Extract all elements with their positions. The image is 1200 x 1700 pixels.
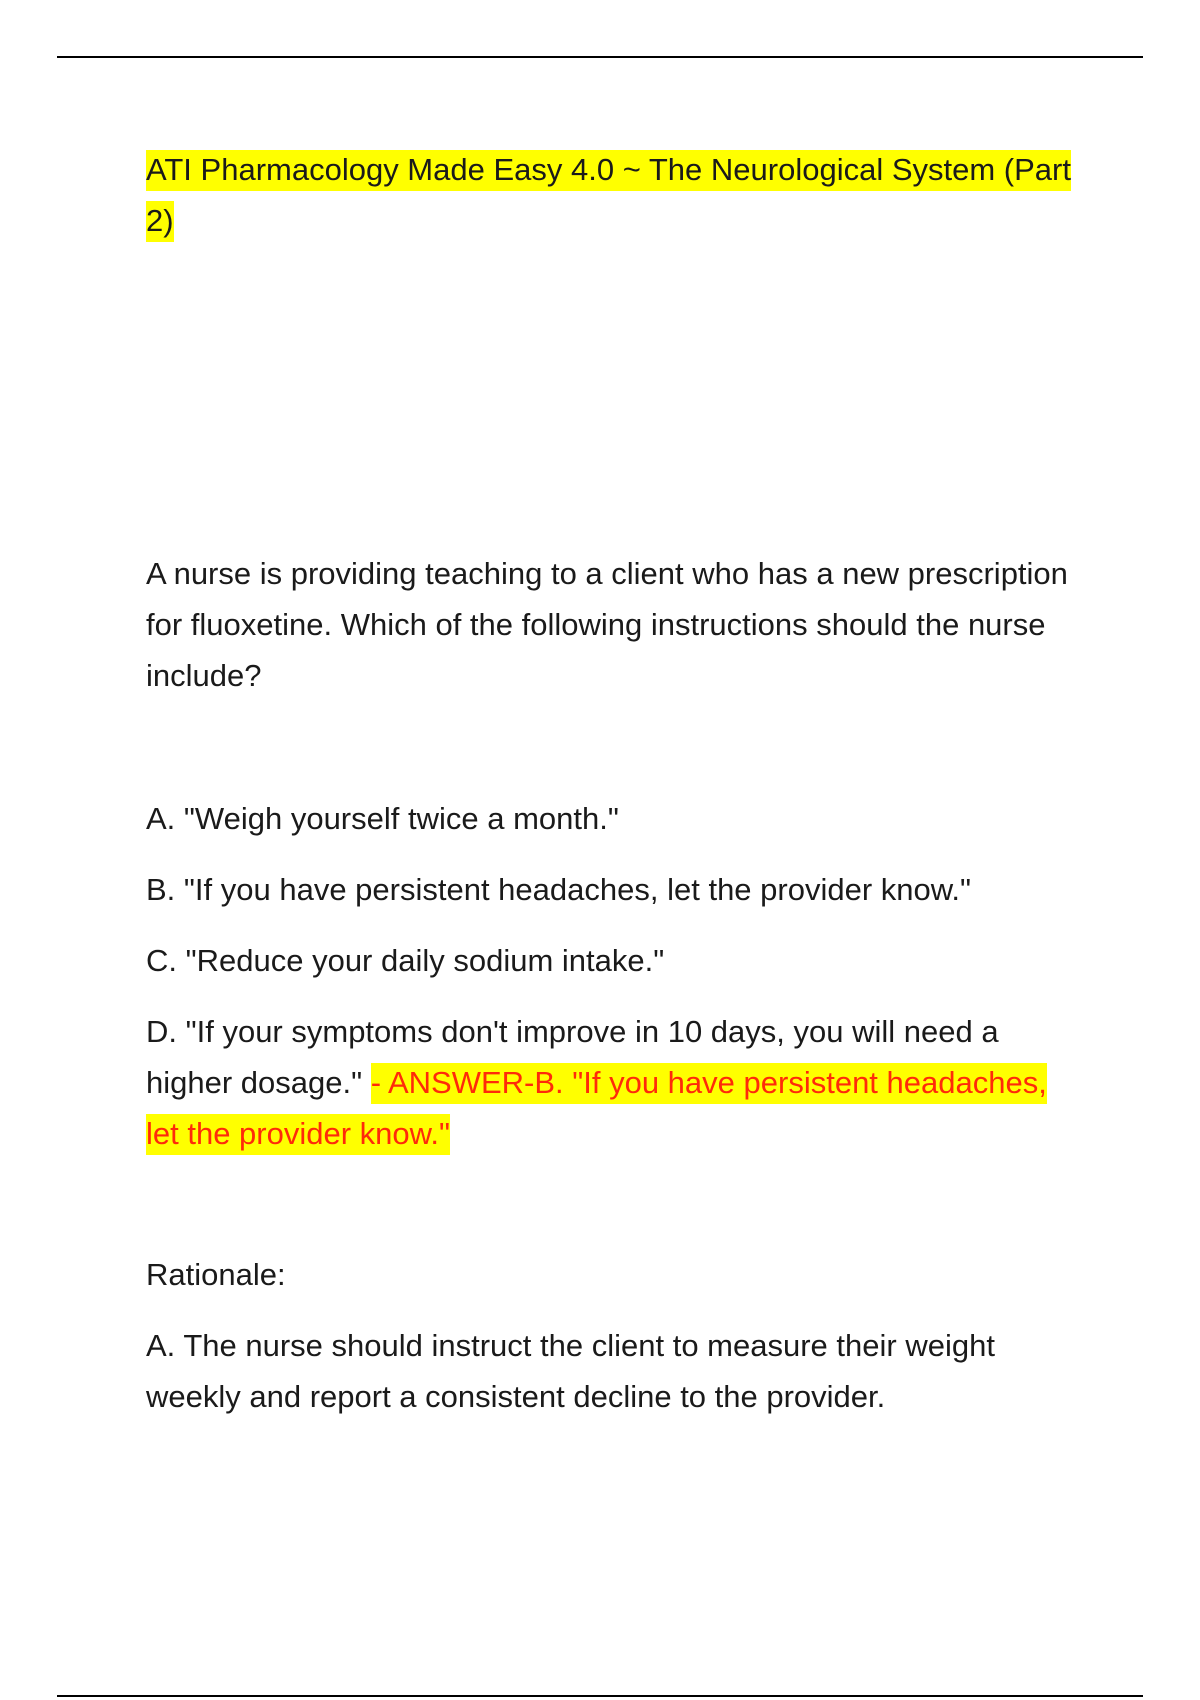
top-rule — [57, 56, 1143, 58]
question-text: A nurse is providing teaching to a client who has a new prescription for fluoxetine. Which of the following instructions should the nurse include? — [146, 556, 1068, 693]
bottom-rule — [57, 1695, 1143, 1697]
rationale-item-a: A. The nurse should instruct the client to measure their weight weekly and report a consistent decline to the provider. — [146, 1328, 995, 1414]
document-title — [146, 144, 1086, 246]
title-text: ATI Pharmacology Made Easy 4.0 ~ The Neurological System (Part 2) — [146, 150, 1071, 242]
option-d-text: D. "If your symptoms don't improve in 10 days, you will need a higher dosage." — [146, 1014, 999, 1100]
answer-text: - ANSWER-B. "If you have persistent headaches, let the provider know." — [146, 1063, 1047, 1155]
option-b: B. "If you have persistent headaches, let the provider know." — [146, 872, 972, 907]
option-c: C. "Reduce your daily sodium intake." — [146, 943, 665, 978]
option-d — [146, 1006, 1086, 1159]
option-a: A. "Weigh yourself twice a month." — [146, 801, 619, 836]
rationale-label: Rationale: — [146, 1257, 286, 1292]
